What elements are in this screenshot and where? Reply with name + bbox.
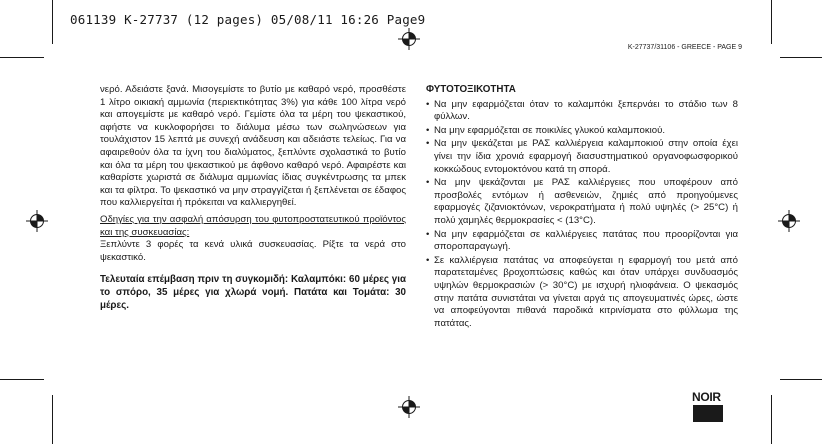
page-reference: K-27737/31106 - GREECE - PAGE 9 — [627, 44, 742, 51]
registration-mark-icon — [398, 28, 420, 50]
left-column — [100, 84, 406, 316]
list-item: • Να μην εφαρμόζεται όταν το καλαμπόκι ξεπερνάει το στάδιο των 8 φύλλων. — [426, 99, 738, 124]
list-item: • Να μην εφαρμόζεται σε ποικιλίες γλυκού καλαμποκιού. — [426, 125, 738, 138]
disposal-text: Ξεπλύντε 3 φορές τα κενά υλικά συσκευασίας. Ρίξτε τα νερά στο ψεκαστικό. — [100, 239, 406, 263]
registration-mark-icon — [26, 210, 48, 232]
registration-mark-icon — [398, 396, 420, 418]
color-swatch — [693, 405, 723, 422]
crop-mark — [780, 57, 822, 58]
crop-mark — [0, 379, 44, 380]
color-bar-label: NOIR — [692, 390, 721, 404]
crop-mark — [771, 0, 772, 44]
print-slug: 061139 K-27737 (12 pages) 05/08/11 16:26 Page9 — [70, 12, 426, 27]
registration-mark-icon — [778, 210, 800, 232]
last-application-note: Τελευταία επέμβαση πριν τη συγκομιδή: Καλαμπόκι: 60 μέρες για το σπόρο, 35 μέρες για χλωρά νομή. Πατάτα και Τομάτα: 30 μέρες. — [100, 274, 406, 311]
disposal-heading: Οδηγίες για την ασφαλή απόσυρση του φυτοπροστατευτικού προϊόντος και της συσκευασίας: — [100, 213, 406, 238]
list-item: • Να μην εφαρμόζεται σε καλλιέργειες πατάτας που προορίζονται για σποροπαραγωγή. — [426, 229, 738, 254]
crop-mark — [52, 395, 53, 444]
section-heading: ΦΥΤΟΤΟΞΙΚΟΤΗΤΑ — [426, 84, 516, 95]
right-column — [426, 84, 738, 331]
phytotoxicity-list — [426, 99, 738, 331]
crop-mark — [52, 0, 53, 44]
crop-mark — [771, 395, 772, 444]
crop-mark — [0, 57, 44, 58]
crop-mark — [780, 379, 822, 380]
cleaning-instructions: νερό. Αδειάστε ξανά. Μισογεμίστε το βυτίο με καθαρό νερό, προσθέστε 1 λίτρο οικιακή αμμωνία (περιεκτικότητας 3%) για κάθε 100 λίτρα νερό και απογεμίστε με καθαρό νερό. Γεμίστε όλα τα μέρη του ψεκαστικού, αφήστε να κυκλοφορήσει το διάλυμα μέσω των σωληνώσεων για τουλάχιστον 15 λεπτά με συνεχή ανάδευση και αδειάστε τελείως. Για να αφαιρεθούν όλα τα ίχνη του διαλύματος, ξεπλύντε σχολαστικά το βυτίο και όλα τα μέρη του ψεκαστικού με άφθονο καθαρό νερό. Αφαιρέστε και καθαρίστε χωριστά σε διάλυμα αμμωνίας ίδιας συγκέντρωσης τα μπεκ και τα φίλτρα. Το ψεκαστικό να μην στραγγίζεται ή ξεπλένεται σε έδαφος που καλλιεργείται ή πρόκειται να καλλιεργηθεί. — [100, 84, 406, 209]
list-item: • Να μην ψεκάζεται με ΡΑΣ καλλιέργεια καλαμποκιού στην οποία έχει γίνει την ίδια χρονιά εφαρμογή διασυστηματικού οργανοφωσφορικού κοκκώδους εντομοκτόνου κατά τη σπορά. — [426, 138, 738, 176]
list-item: • Να μην ψεκάζονται με ΡΑΣ καλλιέργειες που υποφέρουν από προσβολές εντόμων ή ασθενειών, ζημιές από προηγούμενες εφαρμογές ζιζανιοκτόνων, νεροκρατήματα ή πολύ υψηλές (> 25°C) ή πολύ χαμηλές θερμοκρασίες < (13°C). — [426, 177, 738, 227]
list-item: • Σε καλλιέργεια πατάτας να αποφεύγεται η εφαρμογή του μετά από παρατεταμένες βροχοπτώσεις καθώς και όταν υπάρχει συνδυασμός υψηλών θερμοκρασιών (> 30°C) με ισχυρή ηλιοφάνεια. Ο ψεκασμός στην πατάτα συνιστάται να γίνεται αργά τις απογευματινές ώρες, ώστε να αποφεύγονται πιθανά παροδικά κιτρινίσματα στο φύλλωμα της πατάτας. — [426, 255, 738, 331]
